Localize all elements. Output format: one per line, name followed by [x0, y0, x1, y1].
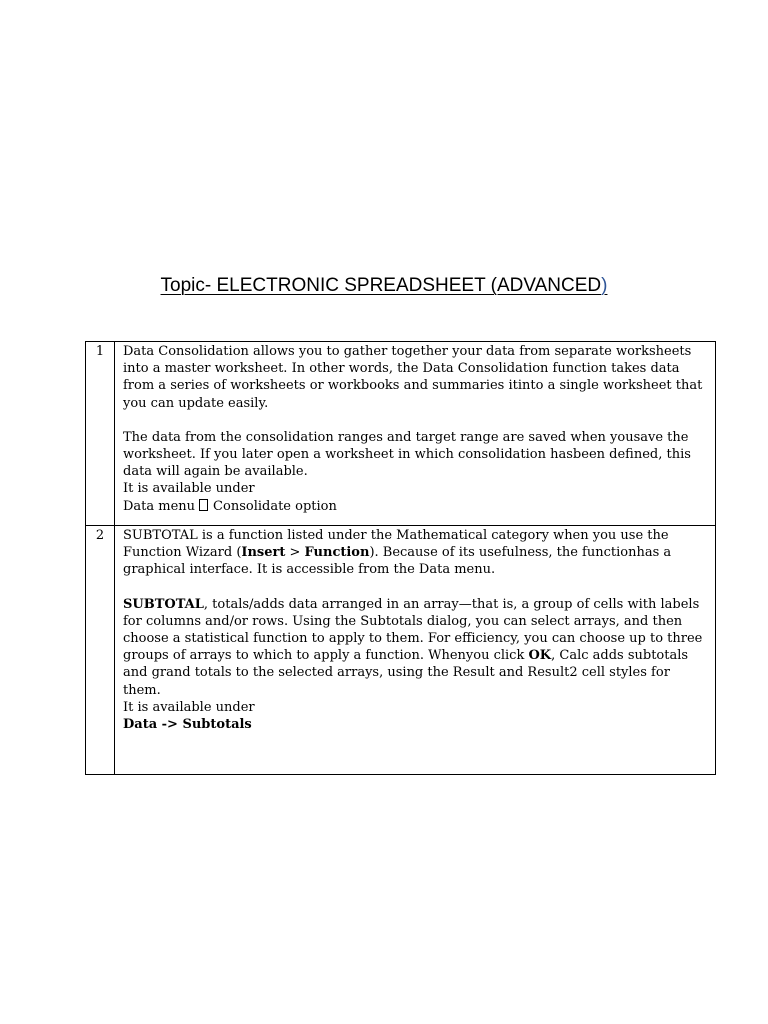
subtotal-intro-start: SUBTOTAL is a function listed under the Mathematical category when you use the Function Wizard ( — [123, 528, 669, 561]
row-number: 2 — [86, 526, 115, 775]
content-table — [85, 341, 716, 775]
table-row — [86, 526, 716, 775]
subtotal-intro-end: ). Because of its usefulness, the functionhas a graphical interface. It is accessible from the Data menu. — [123, 545, 672, 578]
subtotal-description — [123, 596, 709, 699]
subtotal-body-end: , Calc adds subtotals and grand totals to the selected arrays, using the Result and Result2 cell styles for them. — [123, 648, 689, 698]
availability-label: It is available under — [123, 699, 255, 715]
consolidation-intro: Data Consolidation allows you to gather together your data from separate worksheets into a master worksheet. In other words, the Data Consolidation function takes data from a series of worksheets or workbooks and summaries itinto a single worksheet that you can update easily. — [123, 344, 703, 411]
title-main: Topic- ELECTRONIC SPREADSHEET (ADVANCED — [160, 275, 602, 296]
consolidation-save-note: The data from the consolidation ranges and target range are saved when yousave the worksheet. If you later open a worksheet in which consolidation hasbeen defined, this data will again be available. — [123, 429, 691, 480]
paragraph-gap — [123, 579, 709, 596]
menu-separator: > — [285, 545, 305, 561]
row-number: 1 — [86, 342, 115, 526]
insert-menu-label: Insert — [241, 545, 286, 561]
menu-option: Consolidate option — [213, 498, 337, 514]
menu-name: Data menu — [123, 498, 196, 514]
missing-glyph-icon — [199, 499, 208, 511]
paragraph-gap — [123, 412, 709, 429]
availability-label: It is available under — [123, 481, 255, 497]
menu-path — [123, 716, 709, 733]
function-menu-label: Function — [304, 545, 370, 561]
page-title — [0, 272, 768, 300]
table-row — [86, 342, 716, 526]
title-closing-paren: ) — [601, 275, 608, 296]
subtotal-intro — [123, 527, 709, 579]
row-content — [115, 526, 716, 775]
ok-label: OK — [528, 648, 552, 664]
subtotal-term: SUBTOTAL — [123, 596, 204, 612]
menu-path — [123, 498, 709, 515]
row-content — [115, 342, 716, 526]
subtotal-body-start: , totals/adds data arranged in an array—that is, a group of cells with labels for columns and/or rows. Using the Subtotals dialog, you can select arrays, and then choose a statistical function to apply to them. For efficiency, you can choose up to three groups of arrays to which to apply a function. Whenyou click — [123, 596, 703, 664]
subtotals-path: Data -> Subtotals — [123, 717, 252, 733]
